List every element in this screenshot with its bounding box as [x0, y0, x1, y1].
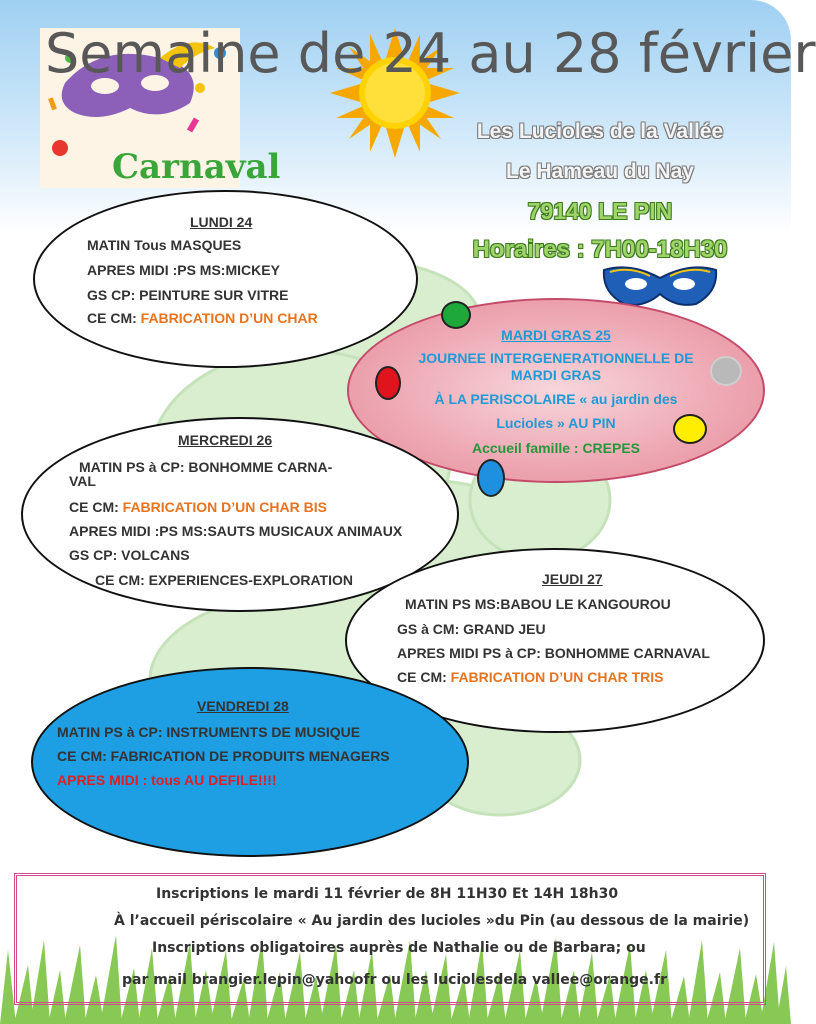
wednesday-ce-activity: FABRICATION D’UN CHAR BIS [122, 499, 327, 515]
friday-bubble [31, 667, 469, 857]
thursday-line: APRES MIDI PS à CP: BONHOMME CARNAVAL [397, 645, 710, 661]
monday-line: MATIN Tous MASQUES [87, 237, 242, 253]
wednesday-line: VAL [69, 473, 96, 489]
registration-email[interactable]: par mail brangier.lepin@yahoofr ou les luciolesdela vallee@orange.fr [122, 972, 667, 988]
org-place: Le Hameau du Nay [506, 160, 694, 183]
monday-ce-activity: FABRICATION D’UN CHAR [140, 310, 318, 326]
tuesday-line: MARDI GRAS [510, 367, 602, 383]
registration-contacts: Inscriptions obligatoires auprès de Nathalie ou de Barbara; ou [152, 940, 646, 956]
thursday-line: GS à CM: GRAND JEU [397, 621, 546, 637]
registration-box [14, 873, 766, 1005]
thursday-line-ce [397, 669, 664, 685]
tuesday-line: Lucioles » AU PIN [496, 415, 616, 431]
wednesday-ce-prefix: CE CM: [69, 499, 123, 515]
monday-line: GS CP: PEINTURE SUR VITRE [87, 287, 289, 303]
registration-dates: Inscriptions le mardi 11 février de 8H 11H30 Et 14H 18h30 [156, 886, 619, 902]
friday-line-parade: APRES MIDI : tous AU DEFILE!!!! [57, 772, 277, 788]
org-name: Les Lucioles de la Vallée [476, 120, 724, 143]
wednesday-line-ce [69, 499, 327, 515]
monday-title: LUNDI 24 [190, 214, 253, 230]
monday-line-ce [87, 310, 318, 326]
wednesday-line: CE CM: EXPERIENCES-EXPLORATION [95, 572, 353, 588]
org-city: 79140 LE PIN [527, 198, 673, 224]
wednesday-line: APRES MIDI :PS MS:SAUTS MUSICAUX ANIMAUX [69, 523, 403, 539]
friday-title: VENDREDI 28 [197, 698, 289, 714]
tuesday-title: MARDI GRAS 25 [501, 327, 611, 343]
friday-line: MATIN PS à CP: INSTRUMENTS DE MUSIQUE [57, 724, 361, 740]
thursday-ce-prefix: CE CM: [397, 669, 451, 685]
page-title: Semaine de 24 au 28 février [45, 22, 816, 85]
monday-line: APRES MIDI :PS MS:MICKEY [87, 262, 280, 278]
thursday-line: MATIN PS MS:BABOU LE KANGOUROU [405, 596, 671, 612]
blue-confetti-dot [477, 459, 505, 497]
red-confetti-dot [375, 366, 401, 400]
wednesday-title: MERCREDI 26 [178, 432, 273, 448]
monday-ce-prefix: CE CM: [87, 310, 141, 326]
logo-text: Carnaval [112, 147, 281, 187]
wednesday-line: MATIN PS à CP: BONHOMME CARNA- [79, 459, 333, 475]
wednesday-line: GS CP: VOLCANS [69, 547, 190, 563]
tuesday-line-family: Accueil famille : CREPES [471, 440, 641, 456]
friday-line: CE CM: FABRICATION DE PRODUITS MENAGERS [57, 748, 390, 764]
grey-confetti-dot [710, 356, 742, 386]
green-confetti-dot [441, 301, 471, 329]
thursday-ce-activity: FABRICATION D’UN CHAR TRIS [450, 669, 664, 685]
tuesday-line: JOURNEE INTERGENERATIONNELLE DE [418, 350, 694, 366]
opening-hours: Horaires : 7H00-18H30 [472, 236, 728, 263]
yellow-confetti-dot [673, 414, 707, 444]
registration-location: À l’accueil périscolaire « Au jardin des lucioles »du Pin (au dessous de la mairie) [114, 913, 750, 929]
tuesday-line: À LA PERISCOLAIRE « au jardin des [434, 391, 678, 407]
thursday-title: JEUDI 27 [542, 571, 603, 587]
